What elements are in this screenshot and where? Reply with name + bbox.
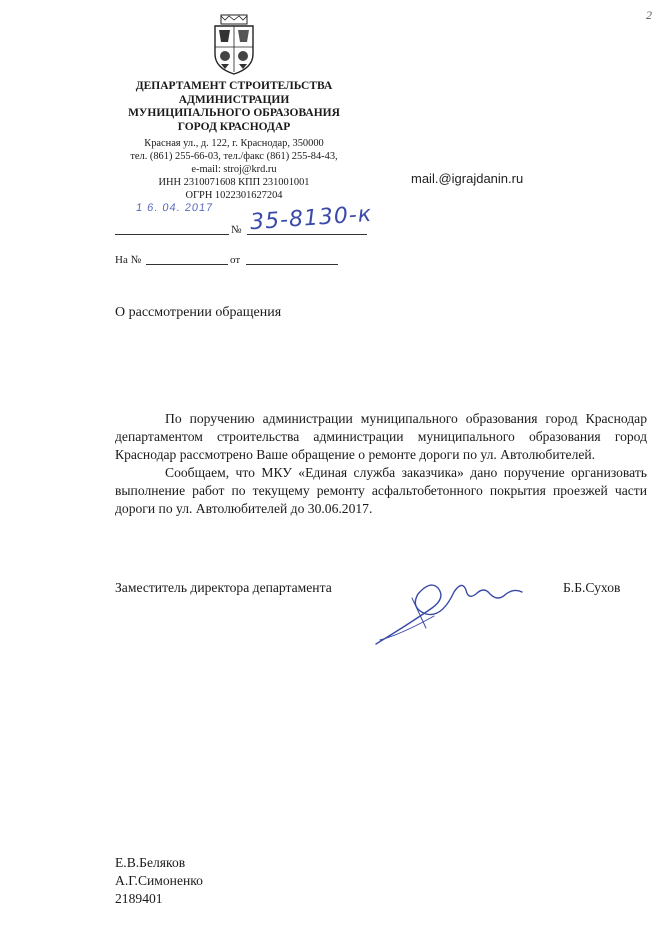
handwritten-signature	[372, 568, 542, 658]
inn-kpp: ИНН 2310071608 КПП 231001001	[158, 177, 310, 188]
page-number: 2	[646, 8, 652, 22]
outgoing-date-line	[115, 222, 229, 235]
org-email: e-mail: stroj@krd.ru	[191, 164, 277, 175]
address: Красная ул., д. 122, г. Краснодар, 350000	[144, 138, 324, 149]
ogrn: ОГРН 1022301627204	[185, 190, 283, 201]
org-line-2: АДМИНИСТРАЦИИ	[178, 93, 290, 106]
phones: тел. (861) 255-66-03, тел./факс (861) 255-84-43,	[130, 151, 338, 162]
organization-name	[105, 80, 363, 134]
recipient-email: mail.@igrajdanin.ru	[411, 171, 524, 186]
reference-from-label: от	[230, 254, 241, 266]
body-paragraph: По поручению администрации муниципального образования город Краснодар департаментом строительства администрации муниципального образования город Краснодар рассмотрено Ваше обращение о ремонте дороги по ул. Автолюбителей.	[115, 411, 647, 462]
registration-date-stamp: 1 6. 04. 2017	[135, 202, 215, 214]
reference-number-line	[146, 252, 228, 265]
reference-date-line	[246, 252, 338, 265]
signatory-name: Б.Б.Сухов	[563, 580, 621, 595]
org-line-3: МУНИЦИПАЛЬНОГО ОБРАЗОВАНИЯ	[128, 107, 340, 120]
coat-of-arms-emblem	[207, 14, 261, 76]
executor-phone: 2189401	[115, 891, 163, 906]
executor-line: А.Г.Симоненко	[115, 873, 203, 888]
org-line-4: ГОРОД КРАСНОДАР	[177, 120, 291, 133]
organization-contacts	[108, 137, 360, 202]
number-sign: №	[231, 224, 242, 236]
signatory-title: Заместитель директора департамента	[115, 580, 332, 595]
letter-body	[115, 410, 647, 518]
outgoing-number-handwritten: 35-8130-к	[249, 201, 373, 236]
letter-subject: О рассмотрении обращения	[115, 305, 282, 320]
executor-line: Е.В.Беляков	[115, 855, 186, 870]
body-paragraph: Сообщаем, что МКУ «Единая служба заказчика» дано поручение организовать выполнение работ по текущему ремонту асфальтобетонного покрытия проезжей части дороги по ул. Автолюбителей до 30.06.2017.	[115, 465, 647, 516]
reference-number-label: На №	[115, 254, 142, 266]
executors-block	[115, 854, 203, 908]
org-line-1: ДЕПАРТАМЕНТ СТРОИТЕЛЬСТВА	[135, 80, 333, 92]
